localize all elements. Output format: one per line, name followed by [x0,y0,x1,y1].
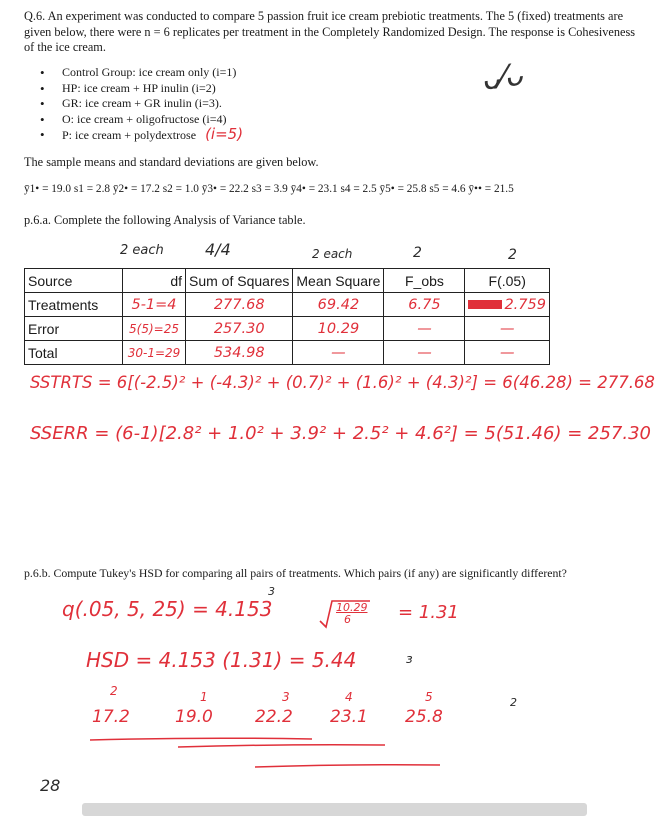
order-mean: 19.0 [175,707,213,727]
row-fobs: 6.75 [384,293,465,317]
row-ms: 10.29 [293,317,384,341]
group-line-a [90,738,312,740]
se-numerator: 10.29 [336,601,368,614]
row-df: 30-1=29 [123,341,186,365]
question-intro: Q.6. An experiment was conducted to compare 5 passion fruit ice cream prebiotic treatments. The 5 (fixed) treatments are given below, there were n = 6 replicates per treatment in the Completely Randomized Design. The response is Cohesiveness of the ice cream. [24,9,636,54]
list-item: • HP: ice cream + HP inulin (i=2) [40,80,216,96]
order-label-1: 1 [200,690,208,704]
treatment-list [40,65,362,144]
se-result: = 1.31 [398,602,459,623]
row-f05: — [465,341,550,365]
table-row [25,317,550,341]
list-item: • GR: ice cream + GR inulin (i=3). [40,96,222,111]
list-item: • P: ice cream + polydextrose (i=5) [40,125,244,143]
stats-line: ȳ1• = 19.0 s1 = 2.8 ȳ2• = 17.2 s2 = 1.0 ȳ3• = 22.2 s3 = 3.9 ȳ4• = 23.1 s4 = 2.5 ȳ5• = 25.8 s5 = 4.6 ȳ•• = 21.5 [24,183,514,195]
order-mean: 17.2 [92,707,130,727]
table-header-row [25,269,550,293]
order-label-5: 5 [425,690,433,704]
order-label-4: 4 [345,690,353,704]
group-line-c [255,765,440,767]
header-fobs: F_obs [384,269,465,293]
row-ms: — [293,341,384,365]
grouping-lines [0,730,657,775]
row-df: 5(5)=25 [123,317,186,341]
ms-annotation: 2 each [312,247,353,261]
margin-scribble: ᴗ⁄ᴗ [479,57,526,98]
header-ss: Sum of Squares [186,269,293,293]
list-item: • O: ice cream + oligofructose (i=4) [40,111,227,127]
se-denominator: 6 [344,613,351,626]
sstrts-work: SSTRTS = 6[(-2.5)² + (-4.3)² + (0.7)² + (1.6)² + (4.3)²] = 6(46.28) = 277.68 [30,373,655,392]
row-fobs: — [384,341,465,365]
row-fobs: — [384,317,465,341]
ss-annotation: 4/4 [205,240,231,259]
header-ms: Mean Square [293,269,384,293]
anova-table [24,268,550,365]
list-item: • Control Group: ice cream only (i=1) [40,65,237,80]
order-mean: 23.1 [330,707,368,727]
header-df: df [123,269,186,293]
row-ss: 277.68 [186,293,293,317]
row-ms: 69.42 [293,293,384,317]
sserr-work: SSERR = (6-1)[2.8² + 1.0² + 3.9² + 2.5² + 4.6²] = 5(51.46) = 257.30 [30,423,651,444]
hsd-mark: ɜ [406,652,413,666]
row-ss: 534.98 [186,341,293,365]
q-superscript: 3 [268,585,275,598]
row-f05: 2.759 [465,293,550,317]
fobs-annotation: 2 [413,245,422,261]
row-source: Treatments [25,293,123,317]
row-ss: 257.30 [186,317,293,341]
header-source: Source [25,269,123,293]
side-mark: 2 [510,696,517,709]
df-annotation: 2 each [120,243,164,258]
order-mean: 25.8 [405,707,443,727]
order-label-3: 3 [282,690,290,704]
score-mark: 28 [40,776,61,795]
row-df: 5-1=4 [123,293,186,317]
order-label-2: 2 [110,684,118,698]
hsd-work: HSD = 4.153 (1.31) = 5.44 [86,648,357,672]
f05-annotation: 2 [508,247,517,263]
row-source: Error [25,317,123,341]
group-line-b [178,745,385,747]
q-value-work: q(.05, 5, 25) = 4.153 [62,597,273,621]
row-f05: — [465,317,550,341]
part-a-label: p.6.a. Complete the following Analysis of Variance table. [24,213,306,227]
row-source: Total [25,341,123,365]
table-row [25,341,550,365]
order-mean: 22.2 [255,707,293,727]
horizontal-scrollbar[interactable] [82,803,587,816]
treatment-5-annotation: (i=5) [205,125,244,143]
header-f05: F(.05) [465,269,550,293]
table-row [25,293,550,317]
scribble-out-mark [468,300,502,309]
part-b-label: p.6.b. Compute Tukey's HSD for comparing all pairs of treatments. Which pairs (if any) are significantly different? [24,566,567,580]
sample-text: The sample means and standard deviations are given below. [24,155,319,169]
